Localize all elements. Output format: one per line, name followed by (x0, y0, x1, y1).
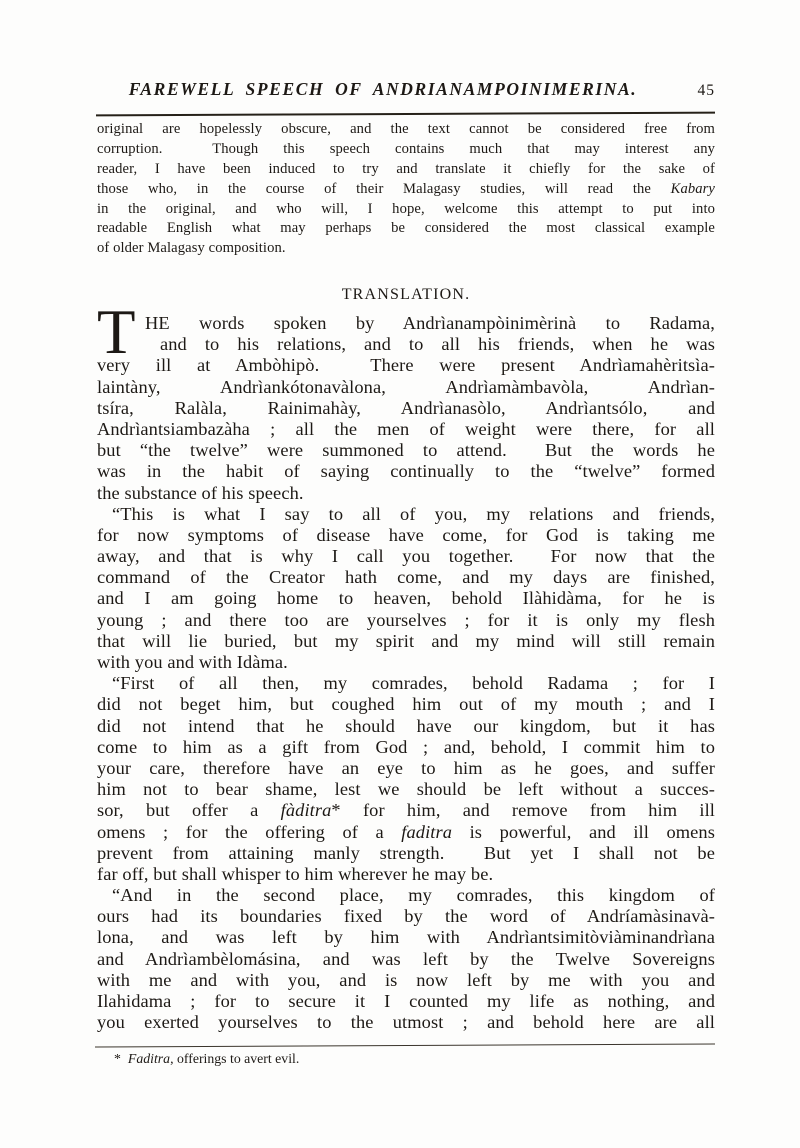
text-line: with me and with you, and is now left by me with you and (97, 969, 715, 990)
text-line: readable English what may perhaps be considered the most classical example (97, 220, 715, 237)
text-line: original are hopelessly obscure, and the text cannot be considered free from (97, 121, 715, 137)
text-line: in the original, and who will, I hope, welcome this attempt to put into (97, 200, 715, 217)
text-line: those who, in the course of their Malagasy studies, will read the Kabary (97, 180, 715, 197)
text-line: “First of all then, my comrades, behold Radama ; for I (112, 673, 715, 694)
paragraph (97, 673, 715, 885)
text-line: and I am going home to heaven, behold Ilàhidàma, for he is (97, 588, 715, 609)
text-line: corruption. Though this speech contains much that may interest any (97, 140, 715, 157)
translation-text (97, 297, 715, 1033)
text-line: very ill at Ambòhipò. There were present Andrìamahèritsìa- (97, 355, 715, 376)
footnote (114, 1051, 714, 1067)
text-line: your care, therefore have an eye to him as he goes, and suffer (97, 757, 715, 778)
paragraph (97, 885, 715, 1033)
text-line: young ; and there too are yourselves ; for it is only my flesh (97, 609, 715, 630)
text-line: him not to bear shame, lest we should be left without a succes- (97, 779, 715, 800)
text-line: laintàny, Andrìankótonavàlona, Andrìamàmbavòla, Andrìan- (97, 376, 715, 397)
text-line: command of the Creator hath come, and my days are finished, (97, 567, 715, 588)
intro-paragraph (97, 120, 715, 259)
text-line: sor, but offer a fàditra* for him, and remove from him ill (97, 800, 715, 821)
text-line: away, and that is why I call you together. For now that the (97, 546, 715, 567)
text-line: of older Malagasy composition. (97, 240, 286, 257)
text-line: Andrìantsiambazàha ; all the men of weight were there, for all (97, 418, 715, 439)
page-number: 45 (697, 82, 715, 99)
text-line: tsíra, Ralàla, Rainimahày, Andrìanasòlo, Andrìantsólo, and (97, 397, 715, 418)
text-line: lona, and was left by him with Andrìantsimitòviàminandrìana (97, 927, 715, 948)
text-line: and Andrìambèlomásina, and was left by the Twelve Sovereigns (97, 948, 715, 969)
text-line: omens ; for the offering of a faditra is powerful, and ill omens (97, 821, 715, 842)
text-line: but “the twelve” were summoned to attend. But the words he (97, 440, 715, 461)
page-header (97, 79, 715, 100)
paragraph (97, 297, 715, 504)
text-line: ours had its boundaries fixed by the word of Andríamàsinavà- (97, 906, 715, 927)
section-heading: TRANSLATION. (341, 286, 471, 303)
text-line: for now symptoms of disease have come, for God is taking me (97, 524, 715, 545)
footnote-rule (95, 1043, 715, 1047)
text-line: and to his relations, and to all his friends, when he was (160, 334, 715, 355)
text-line: the substance of his speech. (97, 482, 304, 503)
running-title: FAREWELL SPEECH OF ANDRIANAMPOINIMERINA. (128, 79, 638, 99)
text-line: did not beget him, but coughed him out of my mouth ; and I (97, 694, 715, 715)
text-line: did not intend that he should have our kingdom, but it has (97, 715, 715, 736)
footnote-marker: * (114, 1051, 121, 1066)
text-line: HE words spoken by Andrìanampòinimèrinà to Radama, (145, 313, 715, 333)
text-line: reader, I have been induced to try and translate it chiefly for the sake of (97, 160, 715, 177)
footnote-term: Faditra (127, 1051, 171, 1066)
text-line: “This is what I say to all of you, my relations and friends, (112, 503, 715, 524)
text-line: that will lie buried, but my spirit and my mind will still remain (97, 630, 715, 651)
text-line: Ilahidama ; for to secure it I counted my life as nothing, and (97, 991, 715, 1011)
footnote-text: , offerings to avert evil. (170, 1051, 300, 1066)
text-line: with you and with Idàma. (97, 652, 288, 672)
text-line: prevent from attaining manly strength. But yet I shall not be (97, 842, 715, 863)
text-line: you exerted yourselves to the utmost ; and behold here are all (97, 1012, 715, 1033)
paragraph (97, 120, 715, 259)
dropcap-initial: T (97, 297, 136, 367)
text-line: “And in the second place, my comrades, this kingdom of (112, 885, 715, 906)
header-rule (96, 112, 715, 117)
text-line: was in the habit of saying continually to the “twelve” formed (97, 461, 715, 482)
text-line: far off, but shall whisper to him wherever he may be. (97, 863, 494, 884)
text-line: come to him as a gift from God ; and, behold, I commit him to (97, 736, 715, 757)
paragraph (97, 504, 715, 674)
